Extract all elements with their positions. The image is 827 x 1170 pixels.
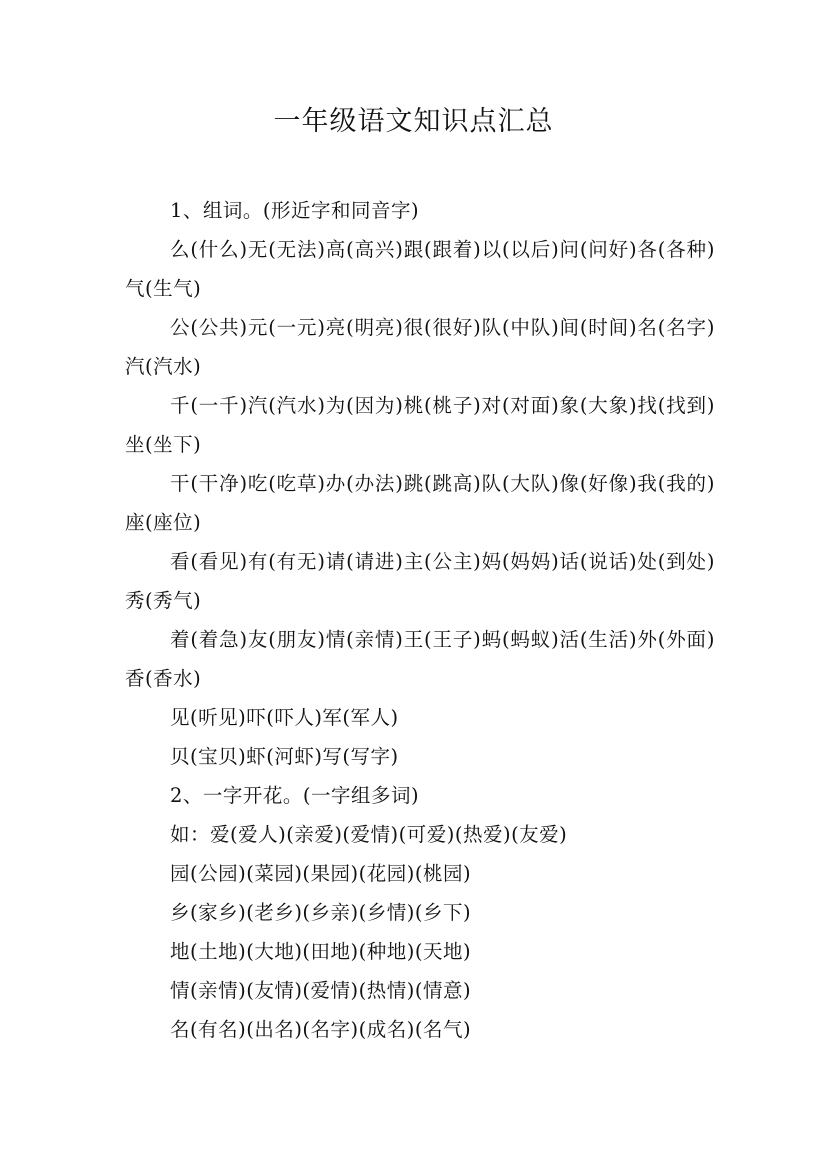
- paragraph-word-group-6: 着(着急)友(朋友)情(亲情)王(王子)蚂(蚂蚁)活(生活)外(外面)香(香水): [125, 628, 715, 690]
- document-title: 一年级语文知识点汇总: [273, 106, 554, 137]
- paragraph-word-group-8: 贝(宝贝)虾(河虾)写(写字): [170, 745, 399, 768]
- paragraph-example-yuan: 园(公园)(菜园)(果园)(花园)(桃园): [170, 862, 472, 885]
- paragraph-word-group-3: 千(一千)汽(汽水)为(因为)桃(桃子)对(对面)象(大象)找(找到)坐(坐下): [125, 394, 715, 456]
- paragraph-word-group-5: 看(看见)有(有无)请(请进)主(公主)妈(妈妈)话(说话)处(到处)秀(秀气): [125, 550, 715, 612]
- paragraph-example-xiang: 乡(家乡)(老乡)(乡亲)(乡情)(乡下): [170, 901, 472, 924]
- paragraph-example-ai: 如：爱(爱人)(亲爱)(爱情)(可爱)(热爱)(友爱): [170, 823, 568, 846]
- paragraph-example-qing: 情(亲情)(友情)(爱情)(热情)(情意): [170, 979, 472, 1002]
- paragraph-word-group-2: 公(公共)元(一元)亮(明亮)很(很好)队(中队)间(时间)名(名字)汽(汽水): [125, 316, 715, 378]
- paragraph-word-group-4: 干(干净)吃(吃草)办(办法)跳(跳高)队(大队)像(好像)我(我的)座(座位): [125, 472, 715, 534]
- paragraph-section-2-heading: 2、一字开花。(一字组多词): [170, 784, 420, 807]
- paragraph-section-1-heading: 1、组词。(形近字和同音字): [170, 199, 420, 222]
- paragraph-example-ming: 名(有名)(出名)(名字)(成名)(名气): [170, 1018, 472, 1041]
- document-body: [125, 191, 715, 1049]
- paragraph-word-group-7: 见(听见)吓(吓人)军(军人): [170, 706, 399, 729]
- paragraph-example-di: 地(土地)(大地)(田地)(种地)(天地): [170, 940, 472, 963]
- paragraph-word-group-1: 么(什么)无(无法)高(高兴)跟(跟着)以(以后)问(问好)各(各种)气(生气): [125, 238, 715, 300]
